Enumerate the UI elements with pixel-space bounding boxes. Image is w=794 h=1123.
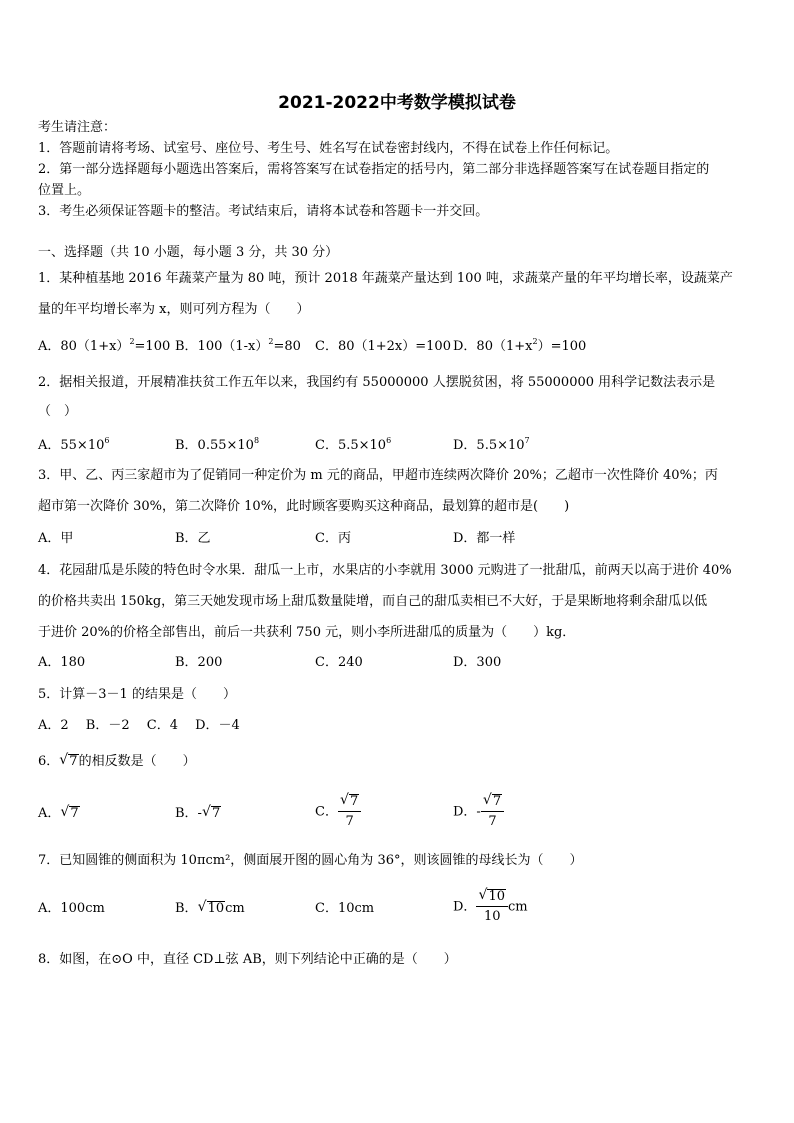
question-2-option-b: B．$0.55\times 10^8$ [175,436,260,453]
question-6-option-b: B．- √ 7 [175,804,221,821]
question-6-option-d: D．- √ 7 7 [453,794,504,830]
page-title: 2021-2022中考数学模拟试卷 [278,93,516,113]
question-7-option-a: A．100cm [38,901,105,916]
question-4-stem-cont: 的价格共卖出 150kg，第三天她发现市场上甜瓜数量陡增，而自己的甜瓜卖相已不大好，于是果断地将剩余甜瓜以低 [38,594,708,609]
sqrt-symbol: √ 7 [59,752,78,769]
question-3-option-a: A．甲 [38,531,74,546]
question-3-stem: 3．甲、乙、丙三家超市为了促销同一种定价为 m 元的商品，甲超市连续两次降价 20%；乙超市一次性降价 40%；丙 [38,468,718,483]
question-4-stem: 4．花园甜瓜是乐陵的特色时令水果．甜瓜一上市，水果店的小李就用 3000 元购进了一批甜瓜，前两天以高于进价 40% [38,563,732,578]
question-3-option-b: B．乙 [175,531,211,546]
question-1-stem-cont: 量的年平均增长率为 x，则可列方程为（ ） [38,302,310,317]
notice-item: 位置上。 [38,183,91,198]
question-2-option-d: D．$5.5\times 10^7$ [453,436,530,453]
question-1-option-c: C．80（1+2x）=100 [315,339,451,354]
question-1-stem: 1．某种植基地 2016 年蔬菜产量为 80 吨，预计 2018 年蔬菜产量达到 100 吨，求蔬菜产量的年平均增长率，设蔬菜产 [38,271,733,286]
question-2-stem: 2．据相关报道，开展精准扶贫工作五年以来，我国约有 55000000 人摆脱贫困，将 55000000 用科学记数法表示是 [38,375,716,390]
section-heading: 一、选择题（共 10 小题，每小题 3 分，共 30 分） [38,245,339,260]
question-4-option-b: B．200 [175,655,223,670]
question-1-option-a: A．$80(1+x)^2=100$ [38,337,171,354]
question-7-option-c: C．10cm [315,901,375,916]
question-7-option-b: B． √ 10cm [175,899,245,916]
question-1-option-b: B．$100(1-x)^2=80$ [175,337,301,354]
question-7-stem: 7．已知圆锥的侧面积为 10πcm²，侧面展开图的圆心角为 36°，则该圆锥的母线长为（ ） [38,853,583,868]
notice-item: 3．考生必须保证答题卡的整洁。考试结束后，请将本试卷和答题卡一并交回。 [38,204,489,219]
question-6-option-a: A． √ 7 [38,804,79,821]
question-8-stem: 8．如图，在⊙O 中，直径 CD⊥弦 AB，则下列结论中正确的是（ ） [38,952,457,967]
question-4-option-c: C．240 [315,655,363,670]
question-6-stem: 6． √ 7的相反数是（ ） [38,752,196,769]
question-1-option-d: D．$80(1+x^2)=100$ [453,337,587,354]
question-3-option-d: D．都一样 [453,531,516,546]
question-7-option-d: D． √ 10 10 cm [453,887,528,924]
question-2-stem-cont: （ ） [38,404,78,419]
notice-heading: 考生请注意： [38,120,117,135]
notice-item: 2．第一部分选择题每小题选出答案后，需将答案写在试卷指定的括号内，第二部分非选择题答案写在试卷题目指定的 [38,162,710,177]
question-2-option-a: A．$55\times 10^6$ [38,436,110,453]
question-3-stem-cont: 超市第一次降价 30%，第二次降价 10%，此时顾客要购买这种商品，最划算的超市是( ) [38,499,570,514]
question-4-option-d: D．300 [453,655,502,670]
question-5-options: A．2 B．－2 C．4 D．－4 [38,718,240,733]
question-4-option-a: A．180 [38,655,86,670]
question-5-stem: 5．计算－3－1 的结果是（ ） [38,687,236,702]
question-6-option-c: C． √ 7 7 [315,794,361,830]
question-4-stem-cont: 于进价 20%的价格全部售出，前后一共获利 750 元，则小李所进甜瓜的质量为（ ）kg． [38,625,576,640]
question-2-option-c: C．$5.5\times 10^6$ [315,436,392,453]
notice-item: 1．答题前请将考场、试室号、座位号、考生号、姓名写在试卷密封线内，不得在试卷上作任何标记。 [38,141,619,156]
question-3-option-c: C．丙 [315,531,351,546]
